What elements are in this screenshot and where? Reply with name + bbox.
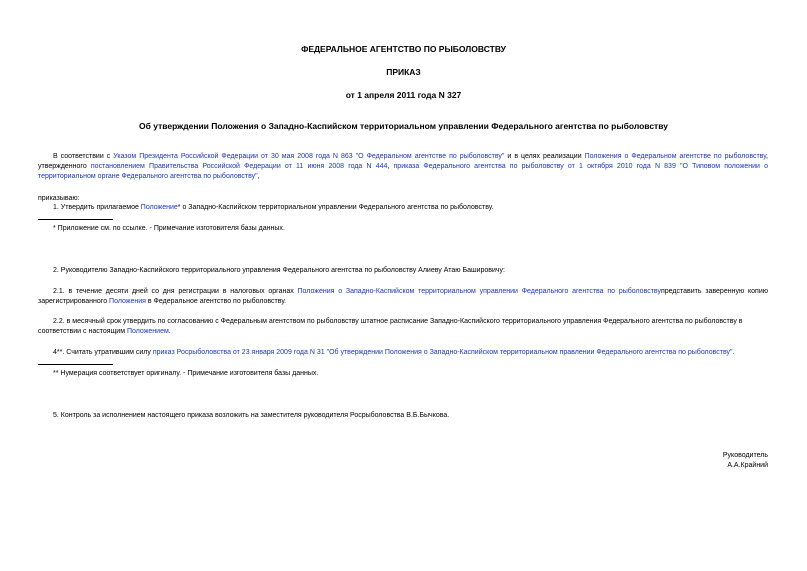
document-type: ПРИКАЗ <box>386 67 421 77</box>
resolution-link[interactable]: постановлением Правительства Российской Федерации от 11 июня 2008 года N 444 <box>90 163 388 170</box>
item-2-1-text: представить заверенную копию <box>660 288 768 295</box>
item-2-1-text: 2.1. в течение десяти дней со дня регистрации в налоговых органах <box>53 288 298 295</box>
item-2-2-line-1: 2.2. в месячный срок утвердить по согласованию с Федеральным агентством по рыболовству штатное расписание Западно-Каспийского территориального управления Федерального агентства по рыболовству в <box>53 318 743 325</box>
signature-position: Руководитель <box>722 452 768 459</box>
footnote-1: * Приложение см. по ссылке. - Примечание изготовителя базы данных. <box>53 225 285 232</box>
preamble-line-1 <box>38 152 768 162</box>
regulation-appendix-link[interactable]: Положение <box>140 204 178 211</box>
preamble-text: и в целях реализации <box>504 153 585 160</box>
preamble-line-2 <box>38 162 768 172</box>
item-2-1-line-1 <box>38 287 768 297</box>
regulation-link[interactable]: Положения о Федеральном агентстве по рыболовству <box>584 153 767 160</box>
preamble-text: утвержденного <box>38 163 91 170</box>
item-4-text: . <box>732 349 735 356</box>
footnote-divider <box>38 219 113 220</box>
item-1-text: 1. Утвердить прилагаемое <box>53 204 141 211</box>
order-839-link[interactable]: приказа Федерального агентства по рыболовству от 1 октября 2010 года N 839 "О Типовом положении о <box>393 163 769 170</box>
footnote-divider <box>38 364 113 365</box>
west-caspian-regulation-link[interactable]: Положения о Западно-Каспийском территориальном управлении Федерального агентства по рыболовству <box>297 288 661 295</box>
preamble-text: В соответствии с <box>53 153 114 160</box>
item-2-1-text: в Федеральное агентство по рыболовству. <box>145 298 287 305</box>
preamble-text: , <box>257 173 260 180</box>
item-2-2-line-2 <box>38 327 171 337</box>
item-1 <box>53 203 494 213</box>
item-4 <box>53 348 734 358</box>
document-title: Об утверждении Положения о Западно-Каспийском территориальном управлении Федерального агентства по рыболовству <box>139 121 668 131</box>
item-2-1-line-2 <box>38 297 286 307</box>
document-date-number: от 1 апреля 2011 года N 327 <box>345 90 462 100</box>
preamble-line-3 <box>38 172 260 182</box>
signature-name: А.А.Крайний <box>727 462 768 469</box>
order-839-link-cont[interactable]: территориальном органе Федерального агентства по рыболовству" <box>38 173 258 180</box>
item-5: 5. Контроль за исполнением настоящего приказа возложить на заместителя руководителя Росрыболовства В.Б.Бычкова. <box>53 412 450 419</box>
preamble-text: , <box>387 163 394 170</box>
order-31-link[interactable]: приказ Росрыболовства от 23 января 2009 года N 31 "Об утверждении Положения о Западно-Каспийском территориальном правлении Федерального агентства по рыболовству" <box>152 349 733 356</box>
item-2-1-text: зарегистрированного <box>38 298 110 305</box>
item-4-text: 4**. Считать утратившим силу <box>53 349 153 356</box>
item-2: 2. Руководителю Западно-Каспийского территориального управления Федерального агентства по рыболовству Алиеву Атаю Башировичу: <box>53 267 505 274</box>
decree-link[interactable]: Указом Президента Российской Федерации от 30 мая 2008 года N 863 "О Федеральном агентстве по рыболовству" <box>113 153 505 160</box>
item-2-2-text: . <box>168 328 171 335</box>
footnote-2: ** Нумерация соответствует оригиналу. - Примечание изготовителя базы данных. <box>53 370 319 377</box>
regulation-link-2[interactable]: Положения <box>109 298 146 305</box>
preamble-text: , <box>766 153 768 160</box>
orders-word: приказываю: <box>38 195 80 202</box>
item-1-text: * о Западно-Каспийском территориальном управлении Федерального агентства по рыболовству. <box>177 204 494 211</box>
agency-heading: ФЕДЕРАЛЬНОЕ АГЕНТСТВО ПО РЫБОЛОВСТВУ <box>301 44 506 54</box>
regulation-link-3[interactable]: Положением <box>126 328 169 335</box>
item-2-2-text: соответствии с настоящим <box>38 328 127 335</box>
